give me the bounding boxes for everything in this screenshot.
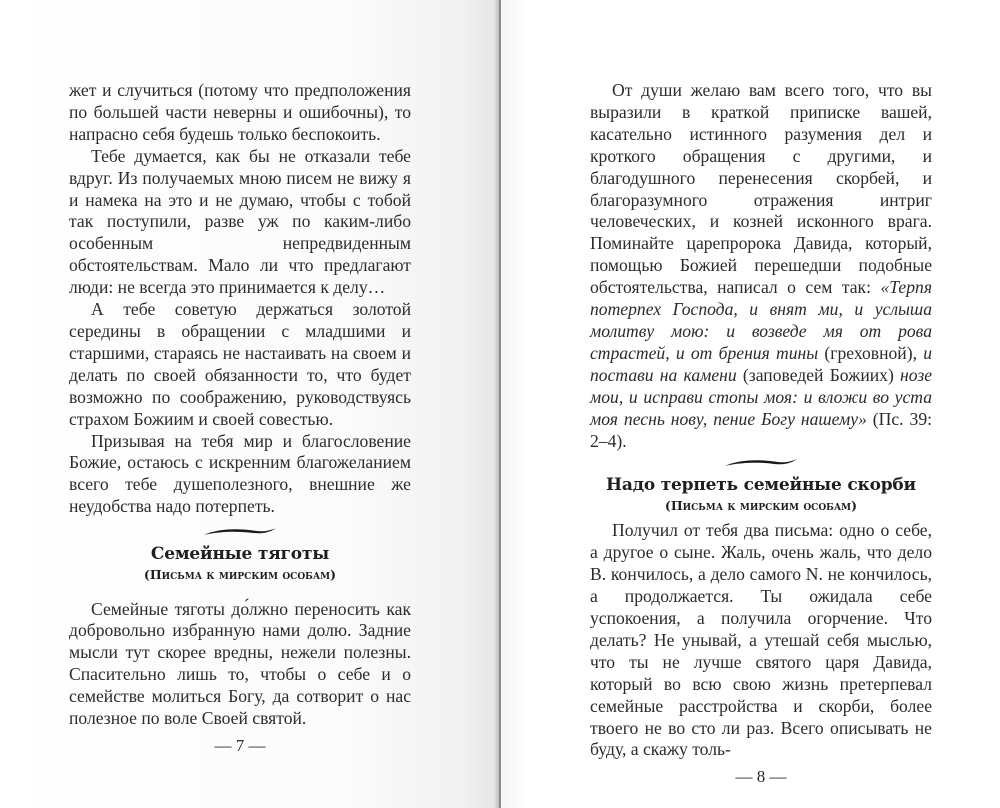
paragraph: Тебе думается, как бы не отказали тебе вдруг. Из получаемых мною писем не вижу я и намека на это и не думаю, чтобы с тобой так поступили, разве уж по каким-либо особенным непредвиденным обстоятельствам. Мало ли что предлагают люди: не всегда это принимается к делу… bbox=[69, 145, 411, 298]
paragraph: жет и случиться (потому что предположения по большей части неверны и ошибочны), то напрасно себя будешь только беспокоить. bbox=[69, 80, 411, 144]
ornament-divider-icon bbox=[202, 525, 278, 539]
right-body-text bbox=[590, 80, 932, 452]
scripture-quote: и постави на камени bbox=[590, 342, 932, 385]
paragraph-text: От души желаю вам всего того, что вы выразили в краткой приписке вашей, касательно истинного разумения дел и кроткого обращения с другими, и благодушного перенесения скорбей, и благоразумного отражения интриг человеческих, и козней исконного врага. Поминайте царепророка Давида, который, помощью Божией перешедши подобные обстоятельства, написал о сем так: bbox=[590, 80, 932, 298]
ornament-divider bbox=[69, 525, 411, 539]
paragraph bbox=[590, 80, 932, 452]
section-subtitle: (Письма к мирским особам) bbox=[143, 566, 337, 582]
gloss: (греховной), bbox=[818, 342, 924, 363]
right-column bbox=[590, 80, 932, 761]
paragraph: Получил от тебя два письма: одно о себе, а другое о сыне. Жаль, очень жаль, что дело В. кончилось, а дело самого N. не кончилось, а продолжается. Ты ожидала себе успокоения, а получила огорчение. Что делать? Не унывай, а утешай себя мыслью, что ты не лучше святого царя Давида, который во всю свою жизнь претерпевал семейные расстройства и скорби, более твоего не во сто ли раз. Всего описывать не буду, а скажу толь- bbox=[590, 520, 932, 760]
right-page bbox=[501, 0, 1000, 808]
gloss: (заповедей Божиих) bbox=[736, 364, 901, 385]
paragraph: А тебе советую держаться золотой середины в обращении с младшими и старшими, стараясь не настаивать на своем и делать по своей обязанности то, что будет возможно по соображению, руководствуясь страхом Божиим и своей совестью. bbox=[69, 299, 411, 429]
left-column bbox=[69, 80, 411, 730]
ornament-divider bbox=[590, 456, 932, 470]
paragraph: Семейные тяготы до́лжно переносить как добровольно избранную нами долю. Задние мысли тут скорее вредны, нежели полезны. Спасительно лишь то, чтобы о себе и о семействе молиться Богу, да сотворит о нас полезное по воле Своей святой. bbox=[69, 598, 411, 729]
section-heading bbox=[590, 474, 932, 516]
left-page bbox=[0, 0, 499, 808]
scripture-quote: «Терпя потерпех Господа, и внят ми, и услыша молитву мою: и возведе мя от рова страстей, и от брения тины bbox=[590, 277, 932, 363]
left-section-text bbox=[69, 599, 411, 730]
scripture-quote: нозе мои, и исправи стопы моя: и вложи во уста моя песнь нову, пение Богу нашему» bbox=[590, 364, 932, 429]
section-title: Надо терпеть семейные скорби bbox=[606, 475, 916, 496]
section-title: Семейные тяготы bbox=[150, 543, 330, 564]
page-number: — 7 — bbox=[214, 736, 266, 755]
paragraph: Призывая на тебя мир и благословение Божие, остаюсь с искренним благожеланием всего тебе душеполезного, внешние же неудобства надо потерпеть. bbox=[69, 430, 411, 517]
page-number: — 8 — bbox=[735, 767, 787, 787]
section-subtitle: (Письма к мирским особам) bbox=[664, 498, 858, 514]
ornament-divider-icon bbox=[723, 456, 799, 470]
scripture-reference: (Пс. 39: 2–4). bbox=[590, 408, 933, 451]
right-section-text bbox=[590, 520, 932, 761]
section-heading bbox=[69, 543, 411, 585]
left-body-text bbox=[69, 80, 411, 518]
